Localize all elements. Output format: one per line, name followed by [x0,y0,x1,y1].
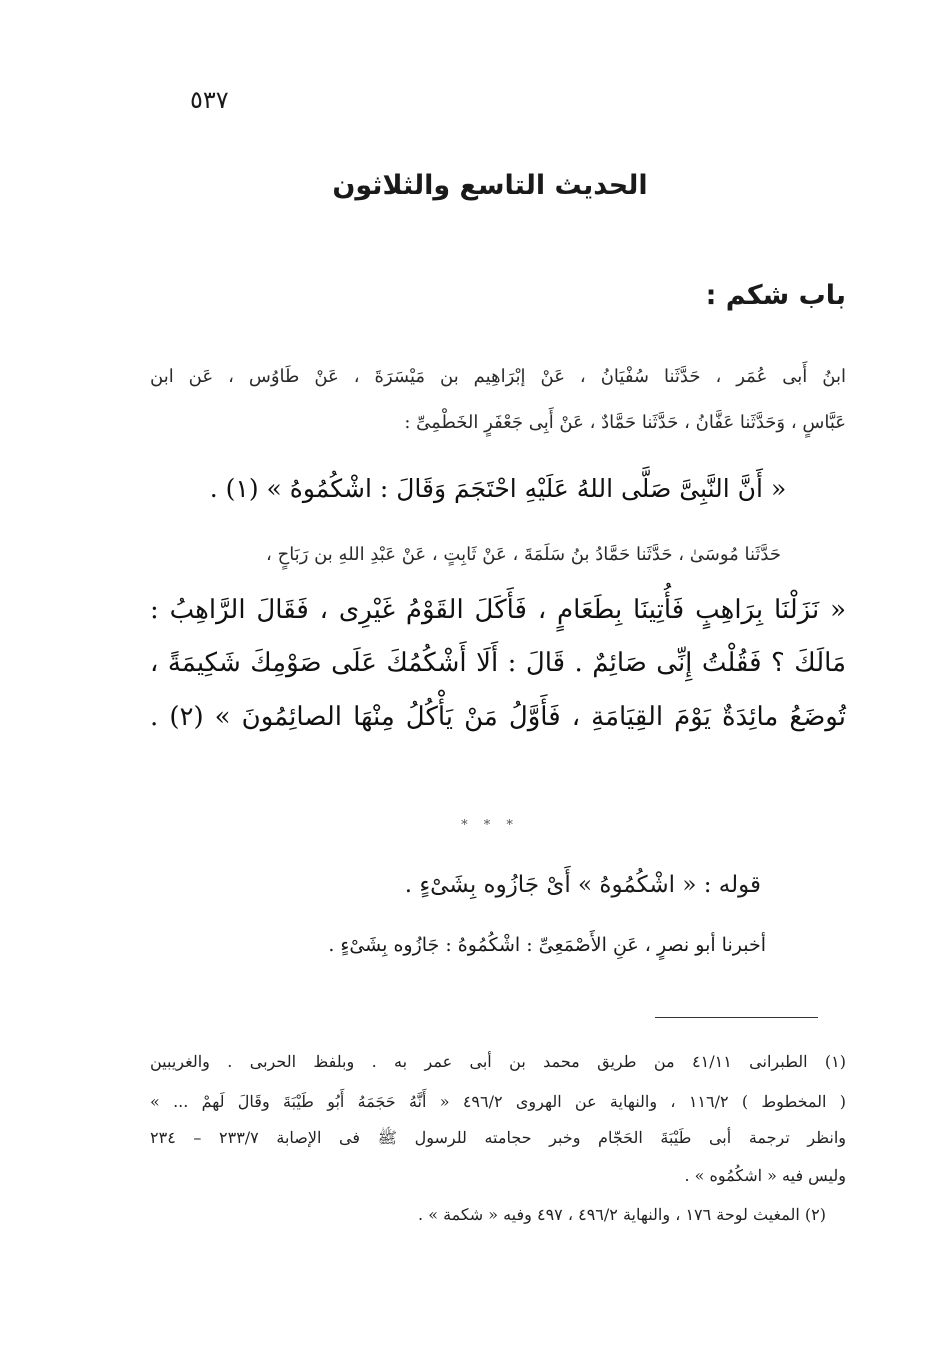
footnote-divider [655,1017,818,1018]
footnote-1-line-4: وليس فيه « اشكُمُوه » . [684,1166,846,1185]
chapter-heading: باب شكم : [705,280,846,311]
page-number: ٥٣٧ [190,86,229,114]
isnad-line-1: ابنُ أَبى عُمَر ، حَدَّثَنا سُفْيَانُ ، عَنْ إبْرَاهِيم بن مَيْسَرَةَ ، عَنْ طَاوُس ، عَن ابن [150,366,846,387]
commentary-line-1: قوله : « اشْكُمُوهُ » أَىْ جَازُوه بِشَىْءٍ . [404,872,761,898]
footnote-1-line-2: ( المخطوط ) ١١٦/٢ ، والنهاية عن الهروى ٤٩٦/٢ « أَنَّهُ حَجَمَهُ أَبُو طَيْبَةَ وقَالَ لَهمْ ... » [150,1092,846,1111]
hadith-matn-2-line-3: تُوضَعُ مائِدَةٌ يَوْمَ القِيَامَةِ ، فَأَوَّلُ مَنْ يَأْكُلُ مِنْهَا الصائِمُونَ » (٢) . [150,702,846,732]
footnote-2: (٢) المغيث لوحة ١٧٦ ، والنهاية ٤٩٦/٢ ، ٤٩٧ وفيه « شكمة » . [418,1205,826,1224]
footnote-1-line-3: وانظر ترجمة أبى طَيْبَةَ الحَجّام وخبر حجامته للرسول ﷺ فى الإصابة ٢٣٣/٧ – ٢٣٤ [150,1128,847,1147]
page-title: الحديث التاسع والثلاثون [332,170,648,201]
footnote-1-line-1: (١) الطبرانى ٤١/١١ من طريق محمد بن أبى عمر به . وبلفظ الحربى . والغريبين [150,1052,846,1071]
isnad-line-2: عَبَّاسٍ ، وَحَدَّثَنا عَفَّانُ ، حَدَّثَنا حَمَّادٌ ، عَنْ أَبِى جَعْفَرٍ الخَطْمِىِّ : [404,412,846,433]
hadith-matn-1: « أَنَّ النَّبِىَّ صَلَّى اللهُ عَلَيْهِ احْتَجَمَ وَقَالَ : اشْكُمُوهُ » (١) . [209,474,787,503]
hadith-matn-2-line-2: مَالَكَ ؟ فَقُلْتُ إِنِّى صَائِمٌ . قَالَ : أَلَا أَشْكُمُكَ عَلَى صَوْمِكَ شَكِيمَةً ، [150,648,846,678]
section-separator: * * * [461,818,519,833]
commentary-line-2: أخبرنا أبو نصرٍ ، عَنِ الأَصْمَعِىِّ : اشْكُمُوهُ : جَازُوه بِشَىْءٍ . [328,934,766,956]
hadith-matn-2-line-1: « نَزَلْنَا بِرَاهِبٍ فَأُتِينَا بِطَعَامٍ ، فَأَكَلَ القَوْمُ غَيْرِى ، فَقَالَ الرَّاهِبُ : [150,595,846,625]
isnad-line-3: حَدَّثَنا مُوسَىٰ ، حَدَّثَنا حَمَّادُ بنُ سَلَمَةَ ، عَنْ ثَابِتٍ ، عَنْ عَبْدِ اللهِ بن رَبَاحٍ ، [266,544,781,565]
